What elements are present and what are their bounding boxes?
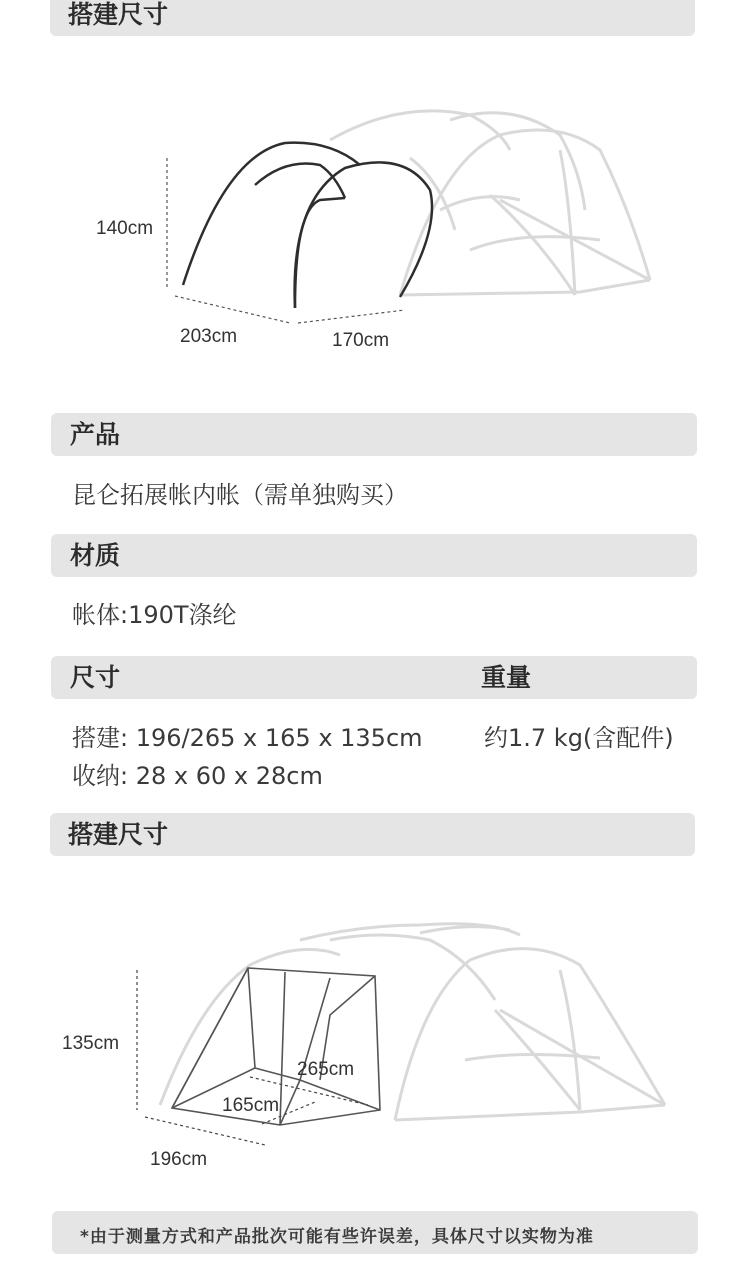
size-packed-value: 收纳: 28 x 60 x 28cm xyxy=(72,762,323,790)
section-title-material: 材质 xyxy=(70,541,121,570)
dim-height-bottom: 135cm xyxy=(62,1033,120,1054)
dim-length-bottom: 265cm xyxy=(297,1059,355,1080)
section-title-weight: 重量 xyxy=(481,663,532,692)
material-value: 帐体:190T涤纶 xyxy=(72,601,237,629)
dim-height-top: 140cm xyxy=(96,218,154,239)
size-setup-value: 搭建: 196/265 x 165 x 135cm xyxy=(72,724,423,752)
section-title-setup-top: 搭建尺寸 xyxy=(68,0,169,29)
weight-value: 约1.7 kg(含配件) xyxy=(484,724,674,752)
dim-depth-bottom: 196cm xyxy=(150,1149,208,1170)
section-bar-product xyxy=(51,413,697,456)
dim-width-bottom: 165cm xyxy=(222,1095,280,1116)
section-bar-material xyxy=(51,534,697,577)
dim-depth-top: 203cm xyxy=(180,326,238,347)
section-bar-size-weight xyxy=(51,656,697,699)
product-value: 昆仑拓展帐内帐（需单独购买） xyxy=(72,481,408,509)
section-title-size: 尺寸 xyxy=(70,663,121,692)
section-title-setup-bottom: 搭建尺寸 xyxy=(68,820,169,849)
dim-width-top: 170cm xyxy=(332,330,390,351)
footnote-text: *由于测量方式和产品批次可能有些许误差，具体尺寸以实物为准 xyxy=(80,1227,594,1247)
section-title-product: 产品 xyxy=(70,420,121,449)
